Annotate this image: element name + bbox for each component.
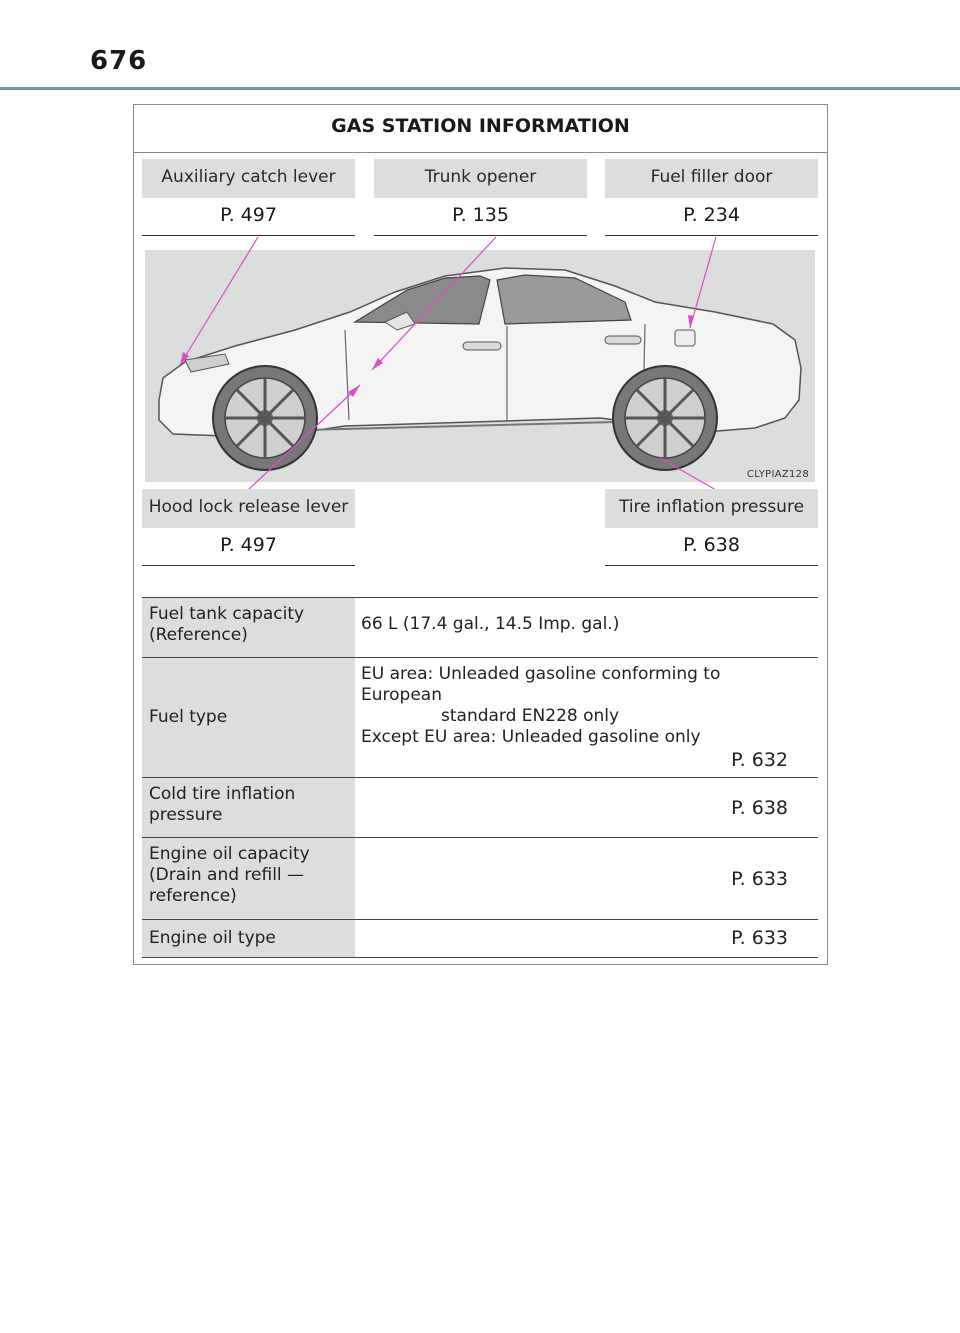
ref-label: Hood lock release lever <box>142 489 355 528</box>
non-eu-line: Except EU area: Unleaded gasoline only <box>361 727 701 747</box>
oil-type-page-ref[interactable]: P. 633 <box>731 927 788 949</box>
oil-type-value <box>355 920 818 958</box>
fuel-type-value <box>355 658 818 778</box>
ref-label: Auxiliary catch lever <box>142 159 355 198</box>
rear-door-handle <box>605 336 641 344</box>
fuel-filler-door-shape <box>675 330 695 346</box>
car-illustration <box>145 250 815 482</box>
rear-wheel <box>613 366 717 470</box>
label-line: reference) <box>149 886 237 906</box>
ref-page[interactable]: P. 497 <box>142 198 355 236</box>
front-door-handle <box>463 342 501 350</box>
image-code: CLYPIAZ128 <box>746 469 809 480</box>
label-line: Fuel tank capacity <box>149 604 305 624</box>
oil-capacity-page-ref[interactable]: P. 633 <box>731 868 788 890</box>
ref-hood-lock-release-lever[interactable] <box>142 489 355 566</box>
panel-title: GAS STATION INFORMATION <box>134 105 827 153</box>
table-row-fuel-tank <box>142 598 818 658</box>
ref-page[interactable]: P. 638 <box>605 528 818 566</box>
ref-page[interactable]: P. 135 <box>374 198 587 236</box>
ref-page[interactable]: P. 497 <box>142 528 355 566</box>
header-rule <box>0 87 960 90</box>
oil-capacity-label <box>142 838 355 920</box>
car-side-view-image <box>145 250 815 482</box>
ref-label: Trunk opener <box>374 159 587 198</box>
front-wheel <box>213 366 317 470</box>
ref-auxiliary-catch-lever[interactable] <box>142 159 355 236</box>
page-number: 676 <box>90 46 148 76</box>
table-row-fuel-type <box>142 658 818 778</box>
table-row-oil-type <box>142 920 818 958</box>
label-line: Cold tire inflation <box>149 784 296 804</box>
table-row-cold-tire <box>142 778 818 838</box>
ref-trunk-opener[interactable] <box>374 159 587 236</box>
eu-line-2: standard EN228 only <box>441 706 620 726</box>
ref-fuel-filler-door[interactable] <box>605 159 818 236</box>
fuel-tank-value: 66 L (17.4 gal., 14.5 Imp. gal.) <box>355 598 818 658</box>
fuel-type-page-ref[interactable]: P. 632 <box>731 749 788 771</box>
label-line: Engine oil capacity <box>149 844 310 864</box>
label-line: (Reference) <box>149 625 248 645</box>
cold-tire-value <box>355 778 818 838</box>
ref-tire-inflation-pressure[interactable] <box>605 489 818 566</box>
fuel-spec-table <box>142 597 818 958</box>
fuel-tank-label <box>142 598 355 658</box>
fuel-type-label: Fuel type <box>142 658 355 778</box>
rear-window <box>497 275 631 324</box>
table-row-oil-capacity <box>142 838 818 920</box>
ref-label: Fuel filler door <box>605 159 818 198</box>
oil-type-label: Engine oil type <box>142 920 355 958</box>
label-line: (Drain and refill — <box>149 865 305 885</box>
cold-tire-page-ref[interactable]: P. 638 <box>731 797 788 819</box>
ref-page[interactable]: P. 234 <box>605 198 818 236</box>
oil-capacity-value <box>355 838 818 920</box>
eu-line-1: EU area: Unleaded gasoline conforming to European <box>361 664 721 705</box>
ref-label: Tire inflation pressure <box>605 489 818 528</box>
cold-tire-label <box>142 778 355 838</box>
label-line: pressure <box>149 805 223 825</box>
